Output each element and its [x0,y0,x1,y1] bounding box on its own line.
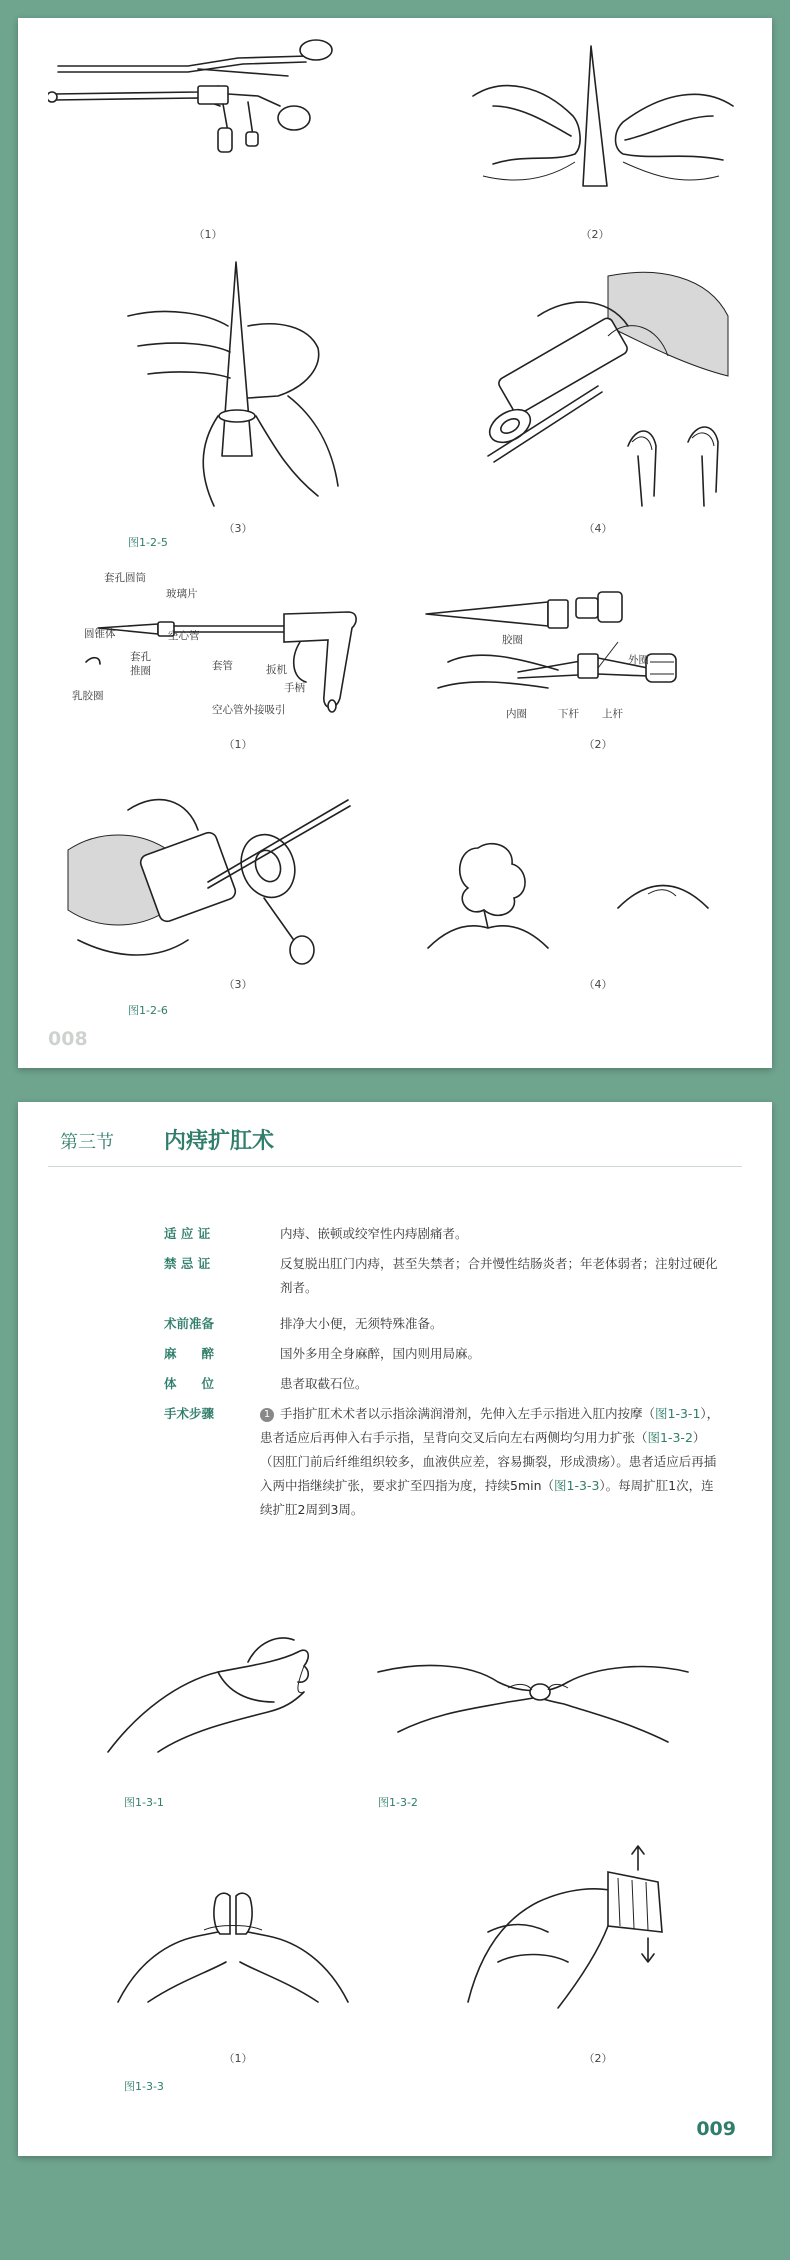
row-contraindications [164,1252,724,1304]
caption-fig125-4: （4） [583,522,613,535]
section-number: 第三节 [60,1132,114,1153]
figure-ref-1-3-3[interactable]: 图1-3-3 [554,1478,600,1493]
figure-1-2-5-3-hand-cone [118,256,358,516]
figure-1-3-1-left-finger [98,1622,328,1762]
row-value: 反复脱出肛门内痔，甚至失禁者；合并慢性结肠炎者；年老体弱者；注射过硬化剂者。 [280,1256,718,1295]
row-label: 麻 醉 [164,1346,215,1361]
procedure-text-d: ）。每周扩肛1次，连续扩肛2周到3周。 [260,1478,714,1517]
page-008 [18,18,772,1068]
callout-inner-ring: 内圈 [506,708,527,720]
section-title: 内痔扩肛术 [164,1129,275,1154]
procedure-text-a: 手指扩肛术术者以示指涂满润滑剂，先伸入左手示指进入肛内按摩（ [280,1406,656,1421]
figure-1-3-2-cross-fingers [368,1632,698,1762]
figure-ref-1-3-1[interactable]: 图1-3-1 [655,1406,701,1421]
callout-push-ring: 套孔推圈 [130,651,151,677]
figure-1-2-6-3-anoscope [58,770,358,970]
figure-1-2-5-2-cone-fingers [463,36,743,216]
page-number: 008 [48,1028,88,1050]
row-value [260,1402,724,1522]
callout-upper-rod: 上杆 [602,708,623,720]
caption-fig126-4: （4） [583,978,613,991]
caption-fig125-3: （3） [223,522,253,535]
callout-outer-ring: 外圈 [628,654,649,666]
row-label: 禁 忌 证 [164,1256,211,1271]
procedure-text-b: ），患者适应后再伸入右手示指，呈背向交叉后向左右两侧均匀用力扩张（ [260,1406,720,1445]
row-value: 排净大小便，无须特殊准备。 [280,1316,443,1331]
caption-fig126-1: （1） [223,738,253,751]
figure-1-2-5-4-insertion [458,256,738,516]
callout-handle: 手柄 [284,682,305,694]
callout-hollow-tube: 空心管 [168,630,200,642]
page-009 [18,1102,772,2156]
procedure-text-c: ）（因肛门前后纤维组织较多，血液供应差，容易撕裂，形成溃疡）。患者适应后再插入两中指继续扩张，要求扩至四指为度，持续5min（ [260,1430,717,1493]
figure-label-1-3-3: 图1-3-3 [124,2080,164,2093]
figure-label-1-2-6: 图1-2-6 [128,1004,168,1017]
figure-1-3-3-1-two-fingers [108,1872,358,2012]
page-number: 009 [696,2118,736,2140]
row-label: 手术步骤 [164,1406,215,1421]
figure-1-3-3-2-dilation [458,1842,678,2012]
caption-fig126-2: （2） [583,738,613,751]
figure-ref-1-3-2[interactable]: 图1-3-2 [647,1430,693,1445]
callout-glass-plate: 玻璃片 [166,588,198,600]
figure-label-1-2-5: 图1-2-5 [128,536,168,549]
row-label: 体 位 [164,1376,215,1391]
caption-fig133-1: （1） [223,2052,253,2065]
callout-suction: 空心管外接吸引 [212,704,286,716]
row-label: 术前准备 [164,1316,215,1331]
figure-1-2-5-1-forceps [48,36,378,156]
caption-fig126-3: （3） [223,978,253,991]
figure-1-2-6-4-ligated [418,818,718,958]
callout-sleeve-cylinder: 套孔圆筒 [104,572,146,584]
callout-cone: 圆锥体 [84,628,116,640]
callout-rubber-band: 胶圈 [502,634,523,646]
figure-label-1-3-2: 图1-3-2 [378,1796,418,1809]
step-number-badge: 1 [260,1408,274,1422]
row-procedure [164,1402,724,1517]
row-value: 内痔、嵌顿或绞窄性内痔剧痛者。 [280,1226,468,1241]
row-value: 患者取截石位。 [280,1376,368,1391]
row-value: 国外多用全身麻醉，国内则用局麻。 [280,1346,481,1361]
callout-trigger: 扳机 [266,664,287,676]
figure-label-1-3-1: 图1-3-1 [124,1796,164,1809]
callout-casing: 套管 [212,660,233,672]
callout-rubber-ring: 乳胶圈 [72,690,104,702]
callout-lower-rod: 下杆 [558,708,579,720]
row-label: 适 应 证 [164,1226,211,1241]
caption-fig125-2: （2） [580,228,610,241]
title-rule [48,1166,742,1167]
caption-fig125-1: （1） [193,228,223,241]
caption-fig133-2: （2） [583,2052,613,2065]
